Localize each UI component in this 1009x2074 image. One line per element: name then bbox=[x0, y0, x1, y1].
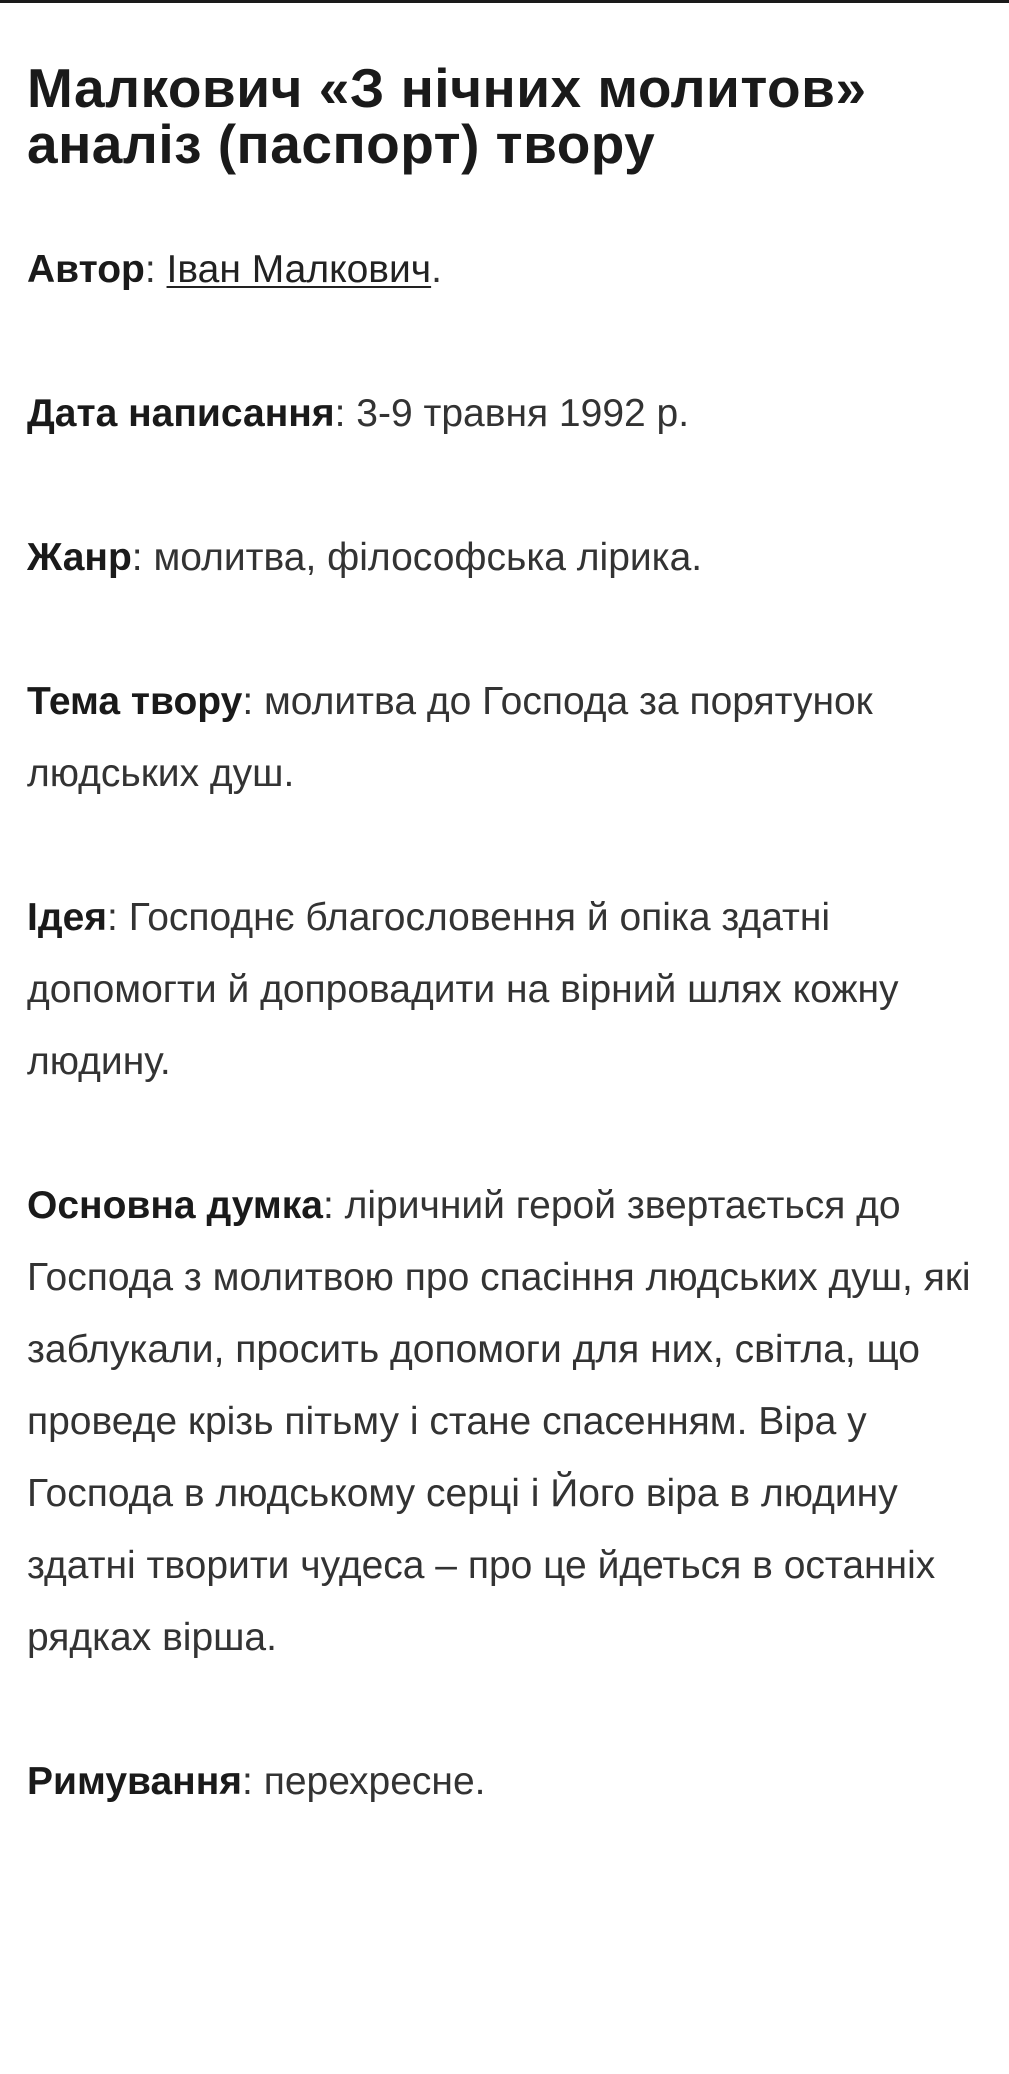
article bbox=[27, 57, 1002, 1818]
field-author bbox=[27, 234, 1002, 306]
field-value-rhyme: : перехресне. bbox=[242, 1760, 486, 1803]
field-idea bbox=[27, 882, 1002, 1098]
field-separator: : bbox=[144, 248, 167, 291]
field-main-thought bbox=[27, 1170, 1002, 1674]
field-label-author: Автор bbox=[27, 248, 145, 291]
field-value-date: : 3-9 травня 1992 р. bbox=[334, 392, 690, 435]
field-value-theme: : молитва до Господа за порятунок людських душ. bbox=[27, 680, 873, 795]
field-label-main-thought: Основна думка bbox=[27, 1184, 323, 1227]
field-label-rhyme: Римування bbox=[27, 1760, 243, 1803]
field-date bbox=[27, 378, 1002, 450]
field-label-date: Дата написання bbox=[27, 392, 335, 435]
field-end: . bbox=[431, 248, 442, 291]
field-label-idea: Ідея bbox=[27, 896, 108, 939]
field-value-main-thought: : ліричний герой звертається до Господа з молитвою про спасіння людських душ, які заблукали, просить допомоги для них, світла, що проведе крізь пітьму і стане спасенням. Віра у Господа в людському серці і Його віра в людину здатні творити чудеса – про це йдеться в останніх рядках вірша. bbox=[27, 1184, 971, 1659]
page-title: Малкович «З нічних молитов» аналіз (паспорт) твору bbox=[27, 57, 867, 175]
author-link[interactable]: Іван Малкович bbox=[166, 248, 432, 291]
field-value-idea: : Господнє благословення й опіка здатні допомогти й допровадити на вірний шлях кожну людину. bbox=[27, 896, 899, 1083]
field-label-theme: Тема твору bbox=[27, 680, 243, 723]
field-genre bbox=[27, 522, 1002, 594]
top-divider bbox=[0, 0, 1009, 3]
field-theme bbox=[27, 666, 1002, 810]
field-label-genre: Жанр bbox=[27, 536, 132, 579]
field-rhyme bbox=[27, 1746, 1002, 1818]
field-value-genre: : молитва, філософська лірика. bbox=[131, 536, 703, 579]
